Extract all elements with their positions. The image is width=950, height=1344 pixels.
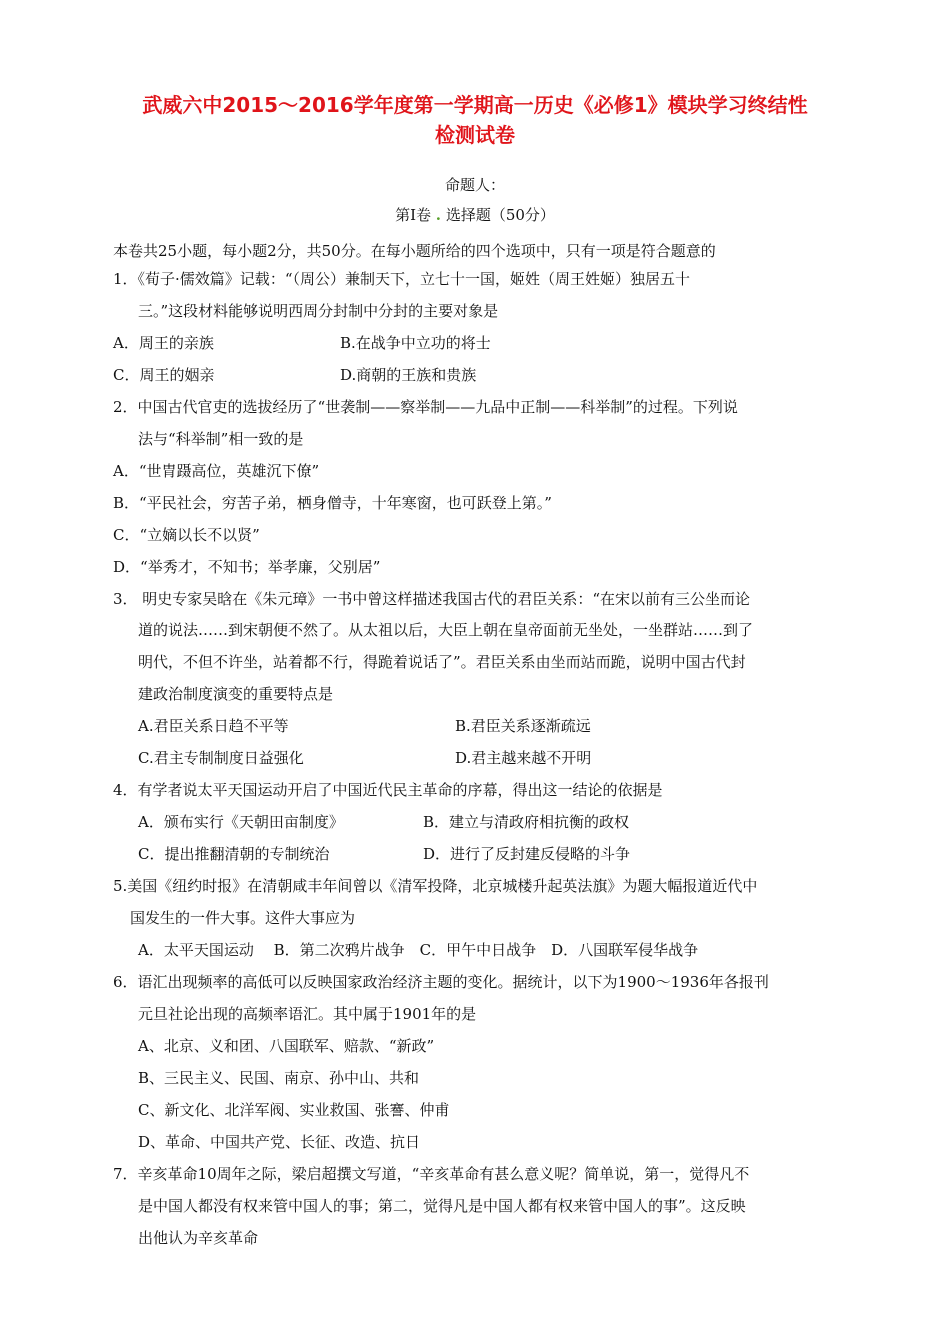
q3-stem-line-4: 建政治制度演变的重要特点是 xyxy=(138,685,334,703)
q1-stem-line-1: 1．《荀子·儒效篇》记载：“（周公）兼制天下，立七十一国，姬姓（周王姓姬）独居五十 xyxy=(113,270,690,288)
q1-option-b: B.在战争中立功的将士 xyxy=(340,334,491,352)
q4-stem-line-1: 4．有学者说太平天国运动开启了中国近代民主革命的序幕，得出这一结论的依据是 xyxy=(113,781,663,799)
q1-option-d: D.商朝的王族和贵族 xyxy=(340,366,477,384)
q4-option-c: C．提出推翻清朝的专制统治 xyxy=(138,845,330,863)
q6-option-d: D、革命、中国共产党、长征、改造、抗日 xyxy=(138,1133,421,1151)
q3-stem-line-3: 明代，不但不许坐，站着都不行，得跪着说话了”。君臣关系由坐而站而跪，说明中国古代封 xyxy=(138,653,746,671)
q7-stem-line-3: 出他认为辛亥革命 xyxy=(138,1229,259,1247)
q7-stem-line-1: 7．辛亥革命10周年之际，梁启超撰文写道，“辛亥革命有甚么意义呢？简单说，第一，觉得凡不 xyxy=(113,1165,750,1183)
title-line-2: 检测试卷 xyxy=(435,123,515,147)
q3-option-b: B.君臣关系逐渐疏远 xyxy=(455,717,591,735)
q4-option-a: A．颁布实行《天朝田亩制度》 xyxy=(138,813,344,831)
q4-option-d: D．进行了反封建反侵略的斗争 xyxy=(423,845,631,863)
q4-option-b: B．建立与清政府相抗衡的政权 xyxy=(423,813,630,831)
q1-option-c: C．周王的姻亲 xyxy=(113,366,215,384)
q3-stem-line-1: 3． 明史专家吴晗在《朱元璋》一书中曾这样描述我国古代的君臣关系：“在宋以前有三公坐而论 xyxy=(113,590,750,608)
q2-option-d: D．“举秀才，不知书；举孝廉，父别居” xyxy=(113,558,381,576)
q7-stem-line-2: 是中国人都没有权来管中国人的事；第二，觉得凡是中国人都有权来管中国人的事”。这反映 xyxy=(138,1197,746,1215)
q3-option-c: C.君主专制制度日益强化 xyxy=(138,749,304,767)
section-part-2: 选择题（50分） xyxy=(445,206,555,224)
exam-title xyxy=(60,90,890,150)
instructions: 本卷共25小题，每小题2分，共50分。在每小题所给的四个选项中，只有一项是符合题意的 xyxy=(113,242,716,260)
q3-option-d: D.君主越来越不开明 xyxy=(455,749,592,767)
q2-stem-line-2: 法与“科举制”相一致的是 xyxy=(138,430,304,448)
section-dot: . xyxy=(435,206,442,224)
q6-option-a: A、北京、义和团、八国联军、赔款、“新政” xyxy=(138,1037,435,1055)
q6-option-c: C、新文化、北洋军阀、实业救国、张謇、仲甫 xyxy=(138,1101,450,1119)
section-heading xyxy=(0,204,950,225)
q5-stem-line-2: 国发生的一件大事。这件大事应为 xyxy=(130,909,356,927)
q2-option-b: B．“平民社会，穷苦子弟，栖身僧寺，十年寒窗，也可跃登上第。” xyxy=(113,494,552,512)
author-line: 命题人： xyxy=(444,176,505,194)
q3-option-a: A.君臣关系日趋不平等 xyxy=(138,717,289,735)
title-line-1: 武威六中2015～2016学年度第一学期高一历史《必修1》模块学习终结性 xyxy=(142,93,808,117)
q5-options: A．太平天国运动 B．第二次鸦片战争 C．甲午中日战争 D．八国联军侵华战争 xyxy=(138,941,699,959)
q6-option-b: B、三民主义、民国、南京、孙中山、共和 xyxy=(138,1069,420,1087)
q6-stem-line-1: 6．语汇出现频率的高低可以反映国家政治经济主题的变化。据统计，以下为1900～1936年各报刊 xyxy=(113,973,769,991)
section-part-1: 第Ⅰ卷 xyxy=(395,206,432,224)
q1-option-a: A．周王的亲族 xyxy=(113,334,214,352)
q2-option-a: A．“世胄蹑高位，英雄沉下僚” xyxy=(113,462,320,480)
q2-option-c: C．“立嫡以长不以贤” xyxy=(113,526,260,544)
q5-stem-line-1: 5.美国《纽约时报》在清朝咸丰年间曾以《清军投降，北京城楼升起英法旗》为题大幅报道近代中 xyxy=(113,877,758,895)
q1-stem-line-2: 三。”这段材料能够说明西周分封制中分封的主要对象是 xyxy=(138,302,499,320)
q3-stem-line-2: 道的说法……到宋朝便不然了。从太祖以后，大臣上朝在皇帝面前无坐处，一坐群站……到了 xyxy=(138,621,754,639)
q6-stem-line-2: 元旦社论出现的高频率语汇。其中属于1901年的是 xyxy=(138,1005,477,1023)
q2-stem-line-1: 2．中国古代官吏的选拔经历了“世袭制——察举制——九品中正制——科举制”的过程。下列说 xyxy=(113,398,738,416)
